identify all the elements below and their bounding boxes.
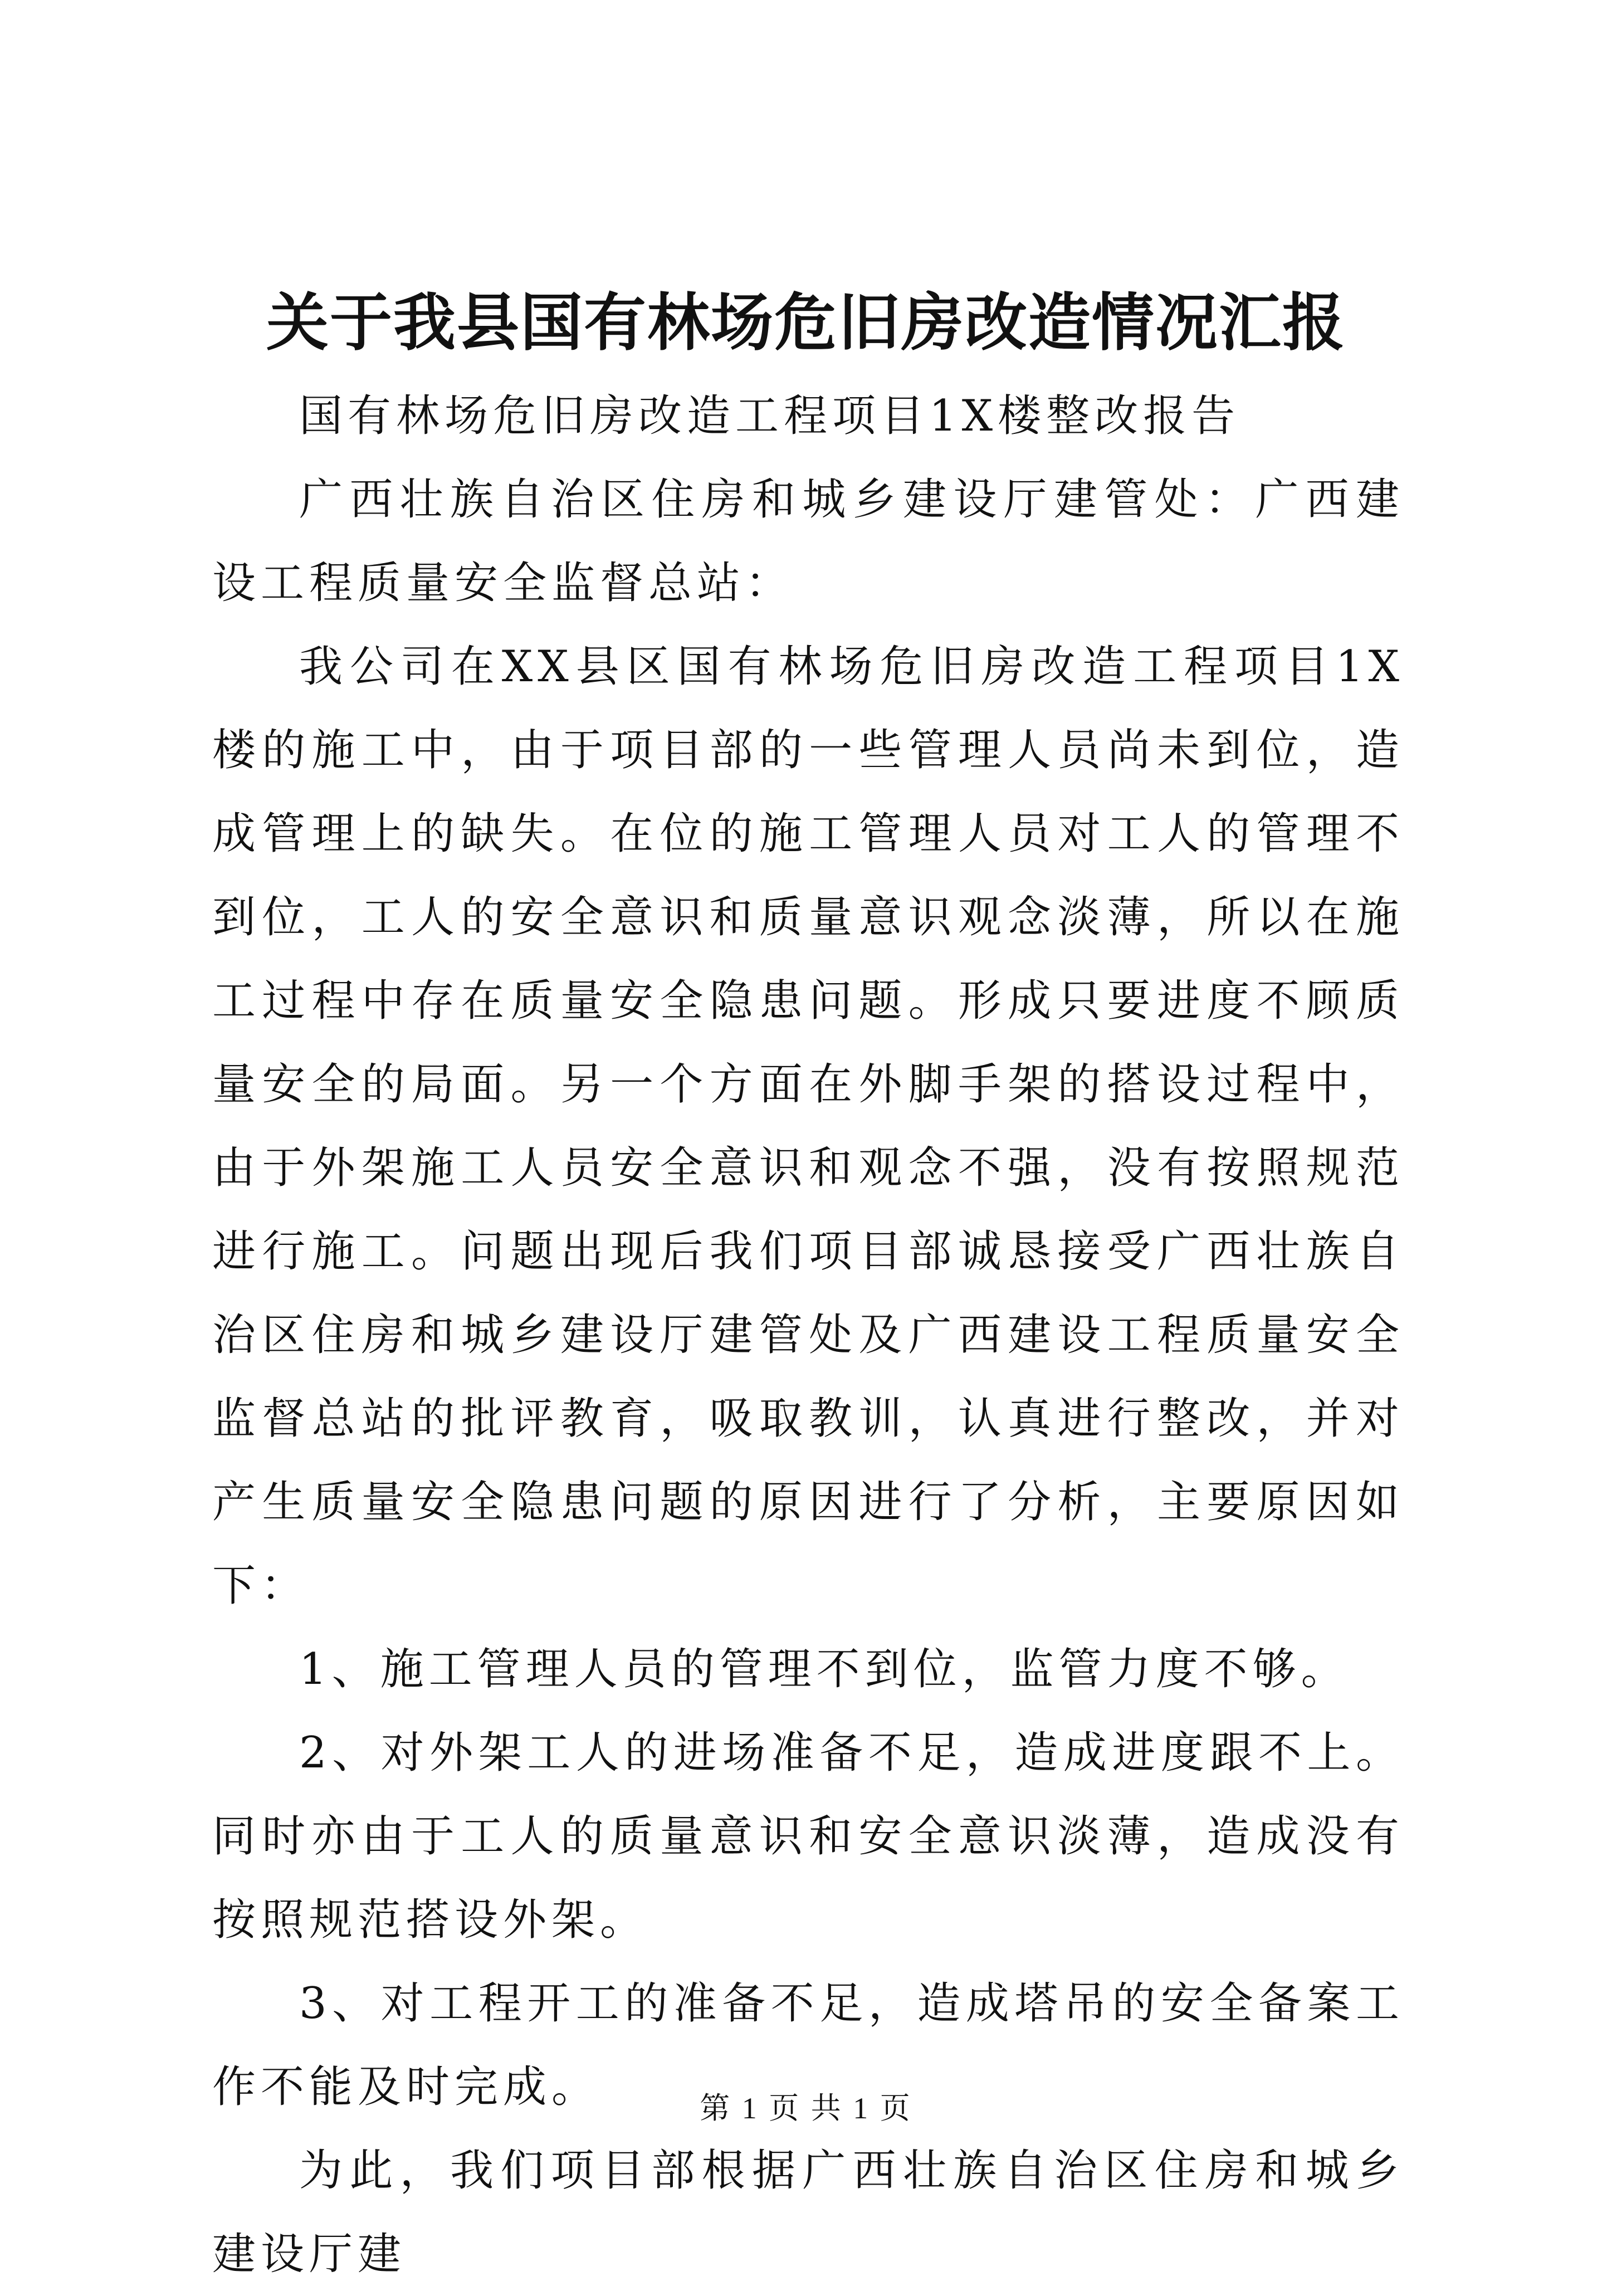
reason-item-3: 3、对工程开工的准备不足，造成塔吊的安全备案工作不能及时完成。 xyxy=(212,1979,1404,2112)
reason-item-2: 2、对外架工人的进场准备不足，造成进度跟不上。同时亦由于工人的质量意识和安全意识淡薄，造成没有按照规范搭设外架。 xyxy=(212,1728,1404,1945)
reason-item-1: 1、施工管理人员的管理不到位，监管力度不够。 xyxy=(299,1644,1350,1694)
subtitle-paragraph: 国有林场危旧房改造工程项目1X楼整改报告 xyxy=(299,391,1240,441)
addressee-paragraph: 广西壮族自治区住房和城乡建设厅建管处：广西建设工程质量安全监督总站： xyxy=(212,475,1404,608)
body-paragraph: 我公司在XX县区国有林场危旧房改造工程项目1X楼的施工中，由于项目部的一些管理人员尚未到位，造成管理上的缺失。在位的施工管理人员对工人的管理不到位，工人的安全意识和质量意识观念淡薄，所以在施工过程中存在质量安全隐患问题。形成只要进度不顾质量安全的局面。另一个方面在外脚手架的搭设过程中，由于外架施工人员安全意识和观念不强，没有按照规范进行施工。问题出现后我们项目部诚恳接受广西壮族自治区住房和城乡建设厅建管处及广西建设工程质量安全监督总站的批评教育，吸取教训，认真进行整改，并对产生质量安全隐患问题的原因进行了分析，主要原因如下： xyxy=(212,642,1404,1611)
page-number-footer: 第 1 页 共 1 页 xyxy=(700,2092,912,2125)
document-body xyxy=(212,374,1404,2296)
closing-paragraph: 为此，我们项目部根据广西壮族自治区住房和城乡建设厅建 xyxy=(212,2146,1404,2279)
document-title: 关于我县国有林场危旧房改造情况汇报 xyxy=(266,286,1346,359)
